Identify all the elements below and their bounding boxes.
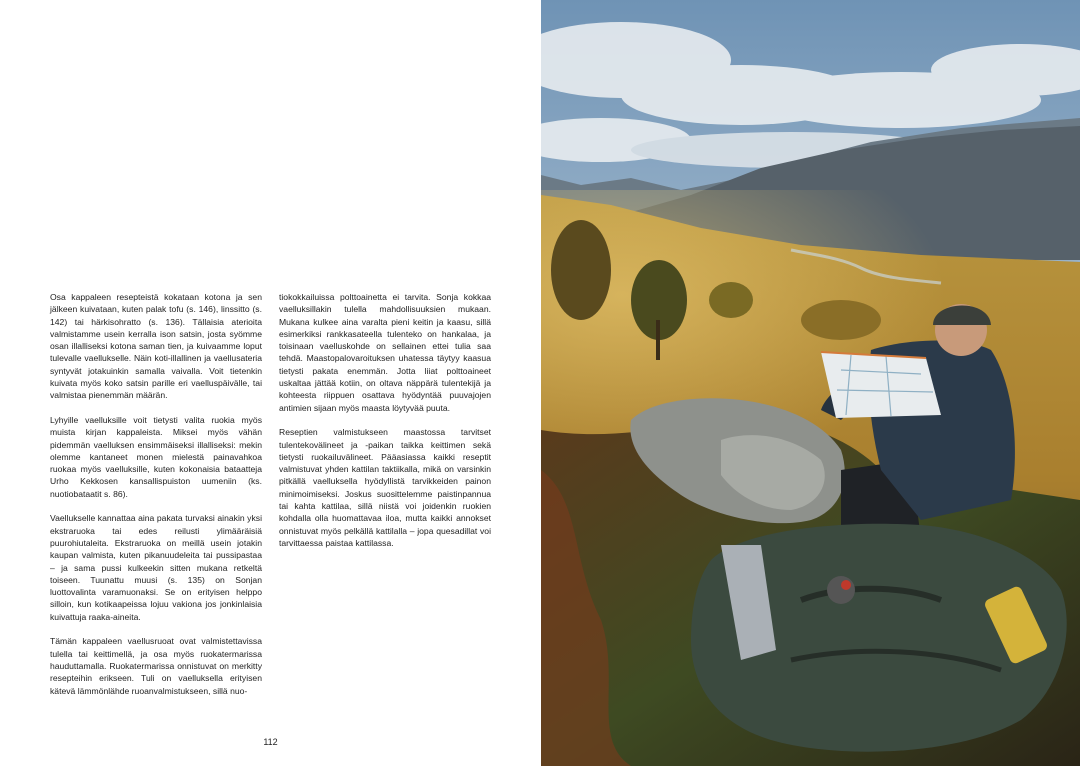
paragraph: tiokokkailuissa polttoainetta ei tarvita. Sonja kokkaa vaelluksillakin tulella mahdollisuuksien mukaan. Mukana kulkee aina varalta pieni keitin ja kaasu, sillä esimerkiksi rankkasateella tulenteko on hankalaa, ja toisinaan vaelluskohde on sellainen ettei tulia saa tehdä. Maastopalovaroituksen uhatessa täytyy kaasua tietysti pakata enemmän. Jotta liiat polttoaineet uskaltaa jättää kotiin, on oltava näppärä tulentekijä ja kohteesta riippuen osattava hyödyntää puuvajojen antimien sijaan myös maasta löytyvää puuta. [279,292,491,413]
page-number: 112 [263,737,278,747]
text-column-left [50,291,262,709]
backpack [691,524,1067,752]
paragraph: Osa kappaleen reseptеistä kokataan kotona ja sen jälkeen kuivataan, kuten palak tofu (s. 146), linssitto (s. 142) tai härkisohratto (s. 136). Tällaisia aterioita valmistamme usein kerralla ison satsin, josta syömme osan illalliseksi kotona saman tien, ja kuivaamme loput tulevalle vaellukselle. Näin koti-illallinen ja vaellusateria syntyvät jotakuinkin samalla vaivalla. Voit tietenkin kuivata myös koko satsin parille eri vaelluspäivälle, tai valmistaa pienemmän määrän. [50,292,262,401]
paragraph: Vaellukselle kannattaa aina pakata turvaksi ainakin yksi ekstraruoka tai edes reilusti ylimääräisiä puurohiutaleita. Ekstraruoka on meillä usein jotakin kaupan valmista, kuten pikanuudeleita tai pussipastaa – ja sama pussi kulkeekin sitten mukana retkeltä toiseen. Tuunattu muusi (s. 135) on Sonjan luottovalinta varamuonaksi. Se on erityisen helppo silloin, kun kotikaapeissa lojuu vakiona jos jonkinlaisia kuivattuja raaka-aineita. [50,513,262,622]
map [821,352,941,418]
text-column-right [279,291,491,562]
paragraph: Lyhyille vaelluksille voit tietysti valita ruokia myös muista kirjan kappaleista. Miksei myös vähän pidemmän vaelluksen ensimmäiseksi illalliseksi: mekin olemme kantaneet monen mielestä painavahkoa ruokaa myös vaelluksille, kuten kokonaisia bataatteja Urho Kekkosen kansallispuiston uumeniin (ks. nuotiobataatit s. 86). [50,414,262,499]
hiker-landscape-photo [541,0,1080,766]
paragraph: Reseptien valmistukseen maastossa tarvitset tulentekovälineet ja -paikan taikka keittimen sekä tietysti ruokailuvälineet. Pääasiassa kaikki reseptit valmistuvat yhden kattilan taktiikalla, mikä on varsinkin pitkällä vaelluksella hyödyllistä tarvikkeiden painon minimoimiseksi. Joskus suosittelemme paistinpannua tai kahta kattilaa, sillä niistä voi joidenkin ruokien kohdalla olla huomattavaa iloa, mutta kaikki annokset onnistuvat myös pelkällä kattilalla – jopa quesadillat voi tarvittaessa paistaa kattilassa. [279,427,491,548]
paragraph: Tämän kappaleen vaellusruoat ovat valmistettavissa tulella tai keittimellä, ja osa myös ruokatermarissa hauduttamalla. Ruokatermarissa onnistuvat on merkitty resepteihin erikseen. Tuli on vaelluksella erityisen kätevä lämmönlähde ruoanvalmistukseen, sillä nuo- [50,636,262,696]
